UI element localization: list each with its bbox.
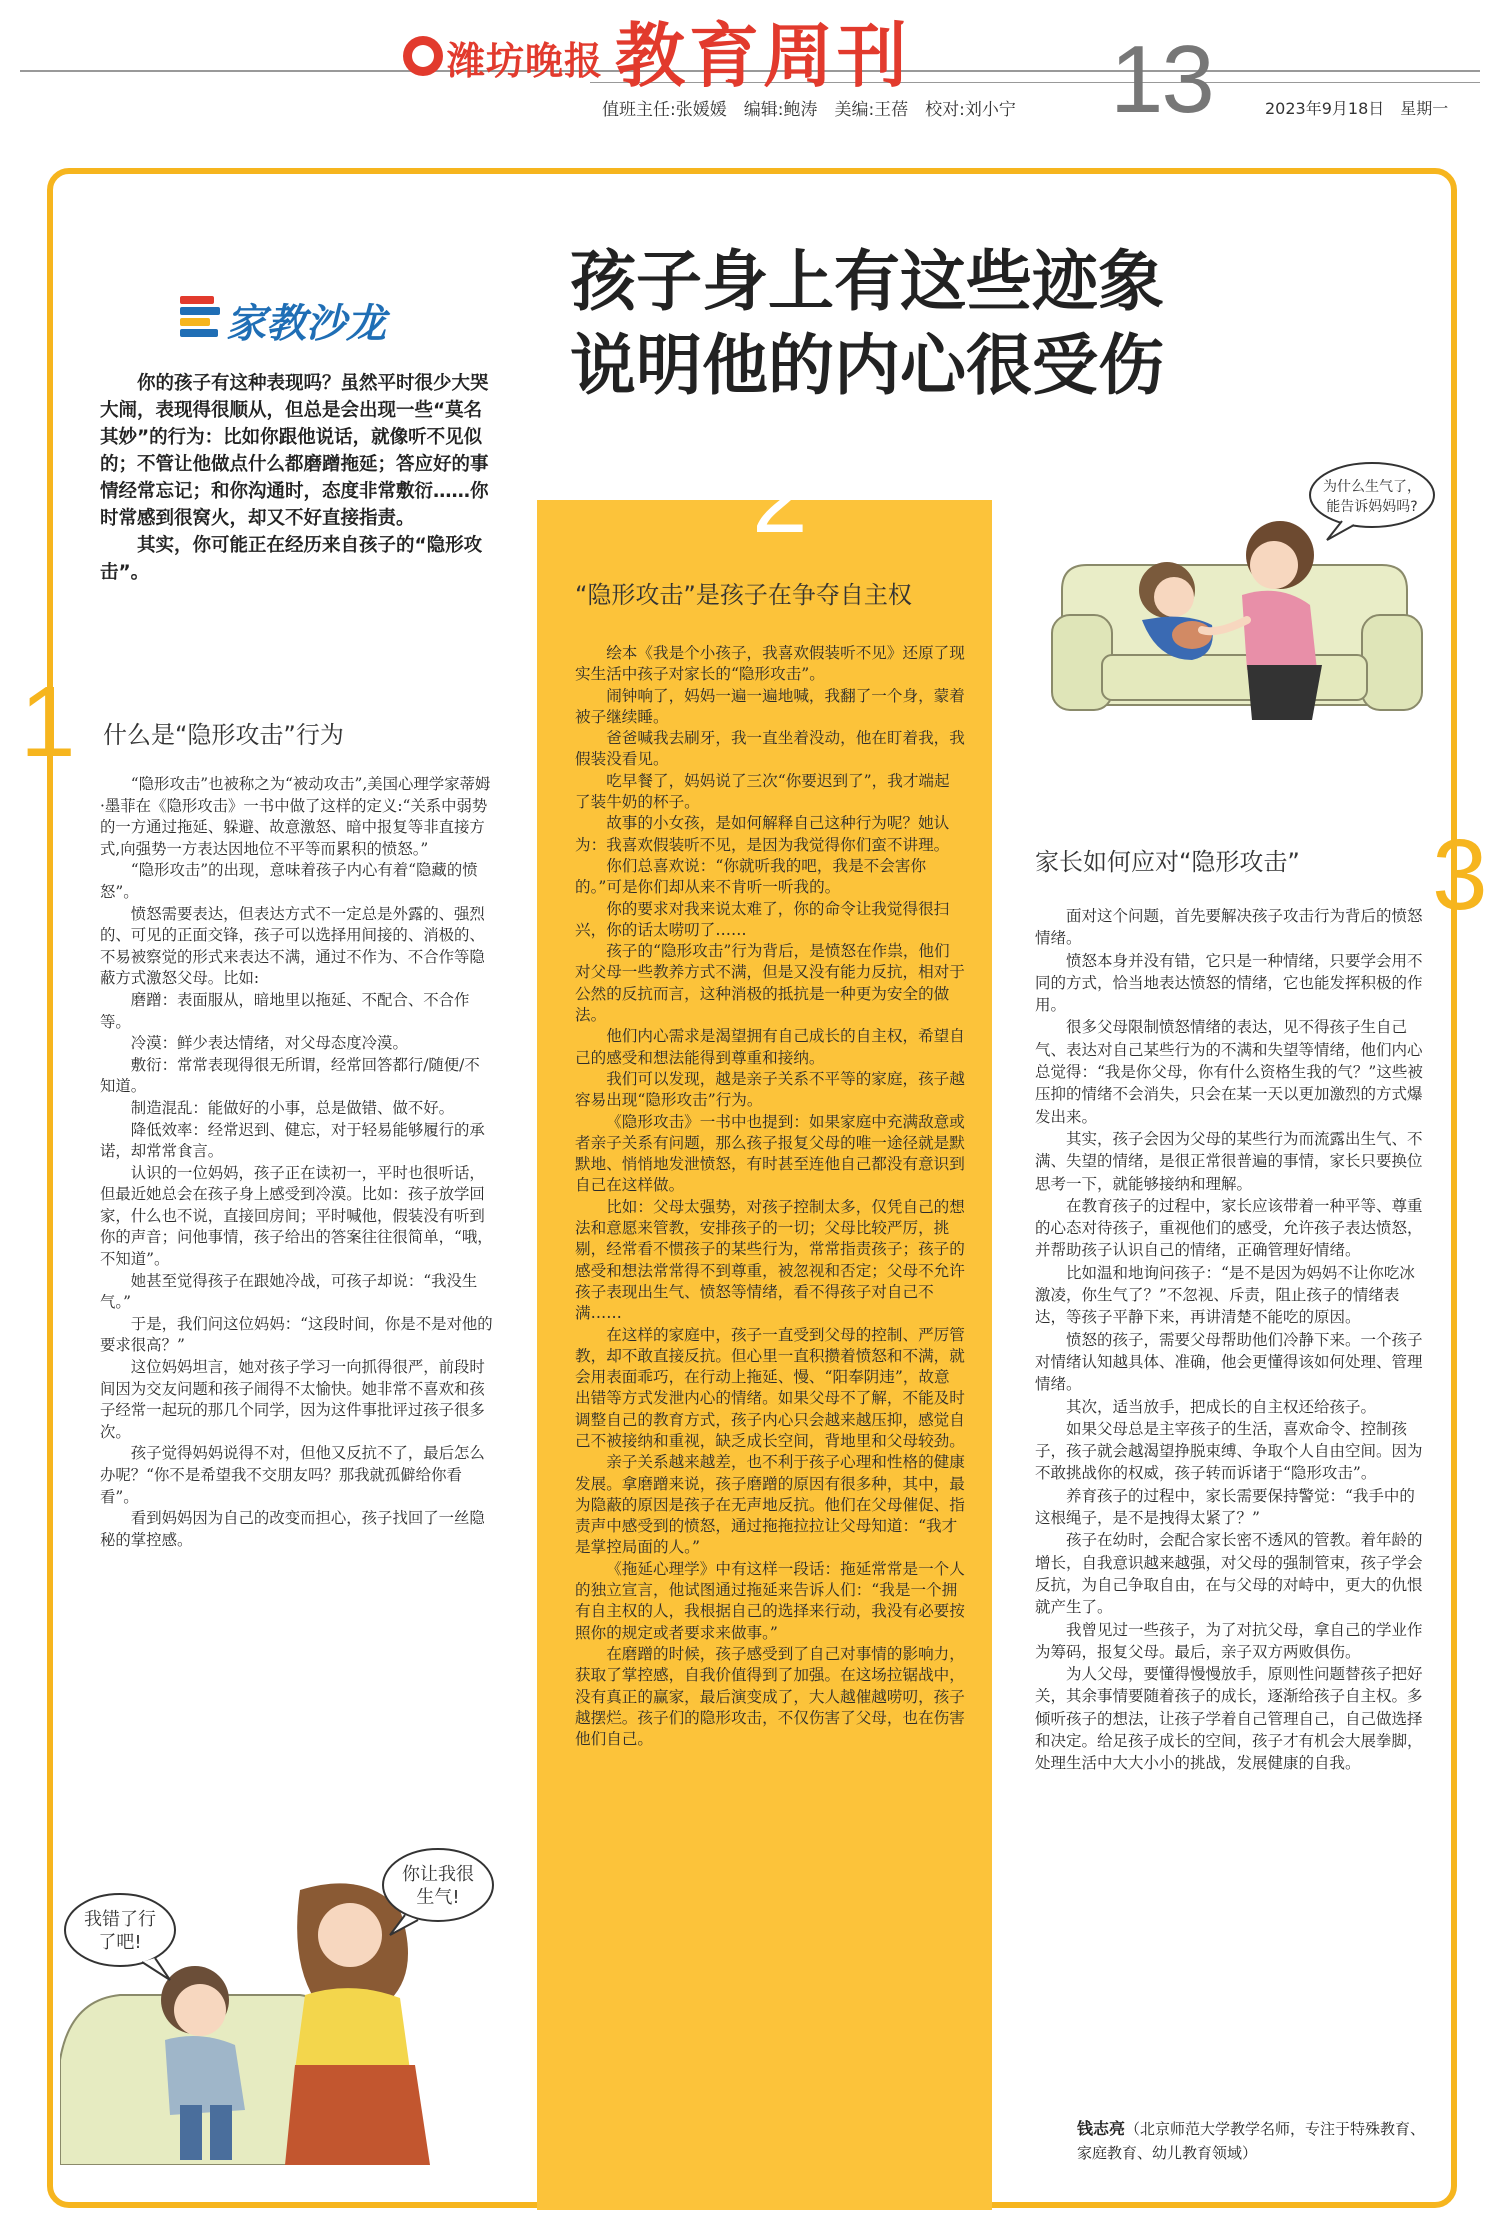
body-paragraph: 吃早餐了，妈妈说了三次“你要迟到了”，我才端起了装牛奶的杯子。 — [575, 771, 950, 812]
body-paragraph: 愤怒的孩子，需要父母帮助他们冷静下来。一个孩子对情绪认知越具体、准确，他会更懂得该如何处理、管理情绪。 — [1035, 1330, 1423, 1394]
section-2-number: 2 — [752, 442, 808, 554]
body-paragraph: 其次，适当放手，把成长的自主权还给孩子。 — [1066, 1397, 1377, 1416]
issue-date: 2023年9月18日 星期一 — [1265, 99, 1449, 118]
body-paragraph: 很多父母限制愤怒情绪的表达，见不得孩子生自己气、表达对自己某些行为的不满和失望等情绪，他们内心总觉得：“我是你父母，你有什么资格生我的气？”这些被压抑的情绪不会消失，只会在某一天以更加激烈的方式爆发出来。 — [1035, 1018, 1423, 1126]
body-paragraph: 我曾见过一些孩子，为了对抗父母，拿自己的学业作为筹码，报复父母。最后，亲子双方两败俱伤。 — [1035, 1620, 1423, 1661]
body-paragraph: 于是，我们问这位妈妈：“这段时间，你是不是对他的要求很高？” — [100, 1314, 493, 1355]
body-paragraph: 比如温和地询问孩子：“是不是因为妈妈不让你吃冰激凌，你生气了？”不忽视、斥责，阻止孩子的情绪表达，等孩子平静下来，再讲清楚不能吃的原因。 — [1035, 1263, 1415, 1327]
newspaper-logo-icon — [403, 36, 443, 76]
intro-paragraph: 你的孩子有这种表现吗？虽然平时很少大哭大闹，表现得很顺从，但总是会出现一些“莫名其妙”的行为：比如你跟他说话，就像听不见似的；不管让他做点什么都磨蹭拖延；答应好的事情经常忘记；和你沟通时，态度非常敷衍……你时常感到很窝火，却又不好直接指责。 — [100, 373, 489, 529]
body-paragraph: 她甚至觉得孩子在跟她冷战，可孩子却说：“我没生气。” — [100, 1271, 478, 1312]
boy-bubble-line-1: 我错了行 — [84, 1909, 156, 1930]
author-byline — [1077, 2117, 1437, 2165]
section-3-body — [1035, 905, 1428, 1775]
intro — [100, 370, 492, 586]
body-paragraph: 养育孩子的过程中，家长需要保持警觉：“我手中的这根绳子，是不是拽得太紧了？” — [1035, 1486, 1415, 1528]
body-paragraph: 在这样的家庭中，孩子一直受到父母的控制、严厉管教，却不敢直接反抗。但心里一直积攒着愤怒和不满，就会用表面乖巧，在行动上拖延、慢、“阳奉阴违”，故意出错等方式发泄内心的情绪。如果父母不了解，不能及时调整自己的教育方式，孩子内心只会越来越压抑，感觉自己不被接纳和重视，缺乏成长空间，背地里和父母较劲。 — [575, 1325, 965, 1450]
section-2-body — [575, 643, 965, 1750]
body-paragraph: 磨蹭：表面服从，暗地里以拖延、不配合、不合作等。 — [100, 990, 470, 1031]
body-paragraph: 愤怒需要表达，但表达方式不一定总是外露的、强烈的、可见的正面交锋，孩子可以选择用间接的、消极的、不易被察觉的形式来表达不满，通过不作为、不合作等隐蔽方式激怒父母。比如: — [100, 904, 485, 988]
body-paragraph: 降低效率：经常迟到、健忘，对于轻易能够履行的承诺，却常常食言。 — [100, 1120, 485, 1161]
staff-line: 值班主任:张媛媛 编辑:鲍涛 美编:王蓓 校对:刘小宁 — [602, 100, 1016, 120]
headline-line-2: 说明他的内心很受伤 — [570, 327, 1164, 404]
newspaper-name: 潍坊晚报 — [447, 39, 604, 83]
section-1-body — [100, 774, 495, 1551]
column-logo — [180, 288, 430, 348]
headline-line-1: 孩子身上有这些迹象 — [570, 243, 1164, 320]
body-paragraph: 面对这个问题，首先要解决孩子攻击行为背后的愤怒情绪。 — [1035, 907, 1423, 948]
boy-bubble-line-2: 了吧! — [98, 1932, 142, 1953]
body-paragraph: 制造混乱：能做好的小事，总是做错、做不好。 — [130, 1098, 455, 1117]
body-paragraph: 闹钟响了，妈妈一遍一遍地喊，我翻了一个身，蒙着被子继续睡。 — [575, 686, 965, 726]
illustration-boy-angry-mother — [60, 1830, 500, 2165]
body-paragraph: 冷漠：鲜少表达情绪，对父母态度冷漠。 — [130, 1034, 408, 1053]
body-paragraph: 其实，孩子会因为父母的某些行为而流露出生气、不满、失望的情绪，是很正常很普遍的事情，家长只要换位思考一下，就能够接纳和理解。 — [1035, 1129, 1423, 1193]
body-paragraph: 孩子觉得妈妈说得不对，但他又反抗不了，最后怎么办呢？“你不是希望我不交朋友吗？那我就孤僻给你看看”。 — [100, 1444, 485, 1506]
section-1-heading: 什么是“隐形攻击”行为 — [103, 721, 344, 749]
masthead — [0, 0, 1500, 133]
body-paragraph: 绘本《我是个小孩子，我喜欢假装听不见》还原了现实生活中孩子对家长的“隐形攻击”。 — [575, 644, 965, 684]
column-logo-text: 家教沙龙 — [226, 301, 386, 347]
body-paragraph: 孩子在幼时，会配合家长密不透风的管教。着年龄的增长，自我意识越来越强，对父母的强制管束，孩子学会反抗，为自己争取自由，在与父母的对峙中，更大的仇恨就产生了。 — [1035, 1531, 1423, 1617]
section-3-number: 3 — [1432, 819, 1488, 931]
author-name: 钱志亮 — [1077, 2119, 1126, 2138]
body-paragraph: 比如：父母太强势，对孩子控制太多，仅凭自己的想法和意愿来管教，安排孩子的一切；父母比较严厉，挑剔，经常看不惯孩子的某些行为，常常指责孩子；孩子的感受和想法常常得不到尊重，被忽视和否定；父母不允许孩子表现出生气、愤怒等情绪，看不得孩子对自己不满…… — [575, 1197, 965, 1323]
body-paragraph: 愤怒本身并没有错，它只是一种情绪，只要学会用不同的方式，恰当地表达愤怒的情绪，它也能发挥积极的作用。 — [1035, 951, 1423, 1015]
body-paragraph: 如果父母总是主宰孩子的生活，喜欢命令、控制孩子，孩子就会越渴望挣脱束缚、争取个人自由空间。因为不敢挑战你的权威，孩子转而诉诸于“隐形攻击”。 — [1035, 1419, 1423, 1483]
bubble-line-1: 为什么生气了， — [1323, 479, 1421, 495]
body-paragraph: “隐形攻击”的出现，意味着孩子内心有着“隐藏的愤怒”。 — [100, 861, 478, 901]
mom-bubble-line-2: 生气! — [416, 1887, 460, 1908]
body-paragraph: 孩子的“隐形攻击”行为背后，是愤怒在作祟，他们对父母一些教养方式不满，但是又没有能力反抗，相对于公然的反抗而言，这种消极的抵抗是一种更为安全的做法。 — [575, 942, 965, 1025]
body-paragraph: 你的要求对我来说太难了，你的命令让我觉得很扫兴，你的话太唠叨了…… — [575, 899, 950, 939]
body-paragraph: 我们可以发现，越是亲子关系不平等的家庭，孩子越容易出现“隐形攻击”行为。 — [575, 1069, 965, 1110]
section-1-number: 1 — [20, 666, 76, 778]
body-paragraph: 爸爸喊我去刷牙，我一直坐着没动，他在盯着我，我假装没看见。 — [575, 729, 965, 769]
body-paragraph: 《隐形攻击》一书中也提到：如果家庭中充满敌意或者亲子关系有问题，那么孩子报复父母的唯一途径就是默默地、悄悄地发泄愤怒，有时甚至连他自己都没有意识到自己在这样做。 — [575, 1112, 965, 1195]
body-paragraph: 亲子关系越来越差，也不利于孩子心理和性格的健康发展。拿磨蹭来说，孩子磨蹭的原因有很多种，其中，最为隐蔽的原因是孩子在无声地反抗。他们在父母催促、指责声中感受到的愤怒，通过拖拖拉拉让父母知道：“我才是掌控局面的人。” — [575, 1453, 965, 1557]
author-bio: （北京师范大学教学名师，专注于特殊教育、家庭教育、幼儿教育领域） — [1077, 2120, 1426, 2162]
body-paragraph: 在教育孩子的过程中，家长应该带着一种平等、尊重的心态对待孩子，重视他们的感受，允许孩子表达愤怒，并帮助孩子认识自己的情绪，正确管理好情绪。 — [1035, 1196, 1423, 1260]
intro-paragraph: 其实，你可能正在经历来自孩子的“隐形攻击”。 — [100, 535, 483, 583]
body-paragraph: 为人父母，要懂得慢慢放手，原则性问题替孩子把好关，其余事情要随着孩子的成长，逐渐给孩子自主权。多倾听孩子的想法，让孩子学着自己管理自己，自己做选择和决定。给足孩子成长的空间，孩子才有机会大展拳脚，处理生活中大大小小的挑战，发展健康的自我。 — [1035, 1665, 1423, 1773]
section-title: 教育周刊 — [615, 15, 911, 97]
mom-bubble-line-1: 你让我很 — [402, 1864, 474, 1885]
book-stack-icon — [180, 296, 220, 338]
body-paragraph: 你们总喜欢说：“你就听我的吧，我是不会害你的。”可是你们却从来不肯听一听我的。 — [575, 856, 927, 897]
body-paragraph: 在磨蹭的时候，孩子感受到了自己对事情的影响力，获取了掌控感，自我价值得到了加强。在这场拉锯战中，没有真正的赢家，最后演变成了，大人越催越唠叨，孩子越摆烂。孩子们的隐形攻击，不仅伤害了父母，也在伤害他们自己。 — [575, 1644, 965, 1749]
bubble-line-2: 能告诉妈妈吗? — [1326, 499, 1418, 515]
section-3-heading: 家长如何应对“隐形攻击” — [1035, 848, 1300, 876]
body-paragraph: 故事的小女孩，是如何解释自己这种行为呢？她认为：我喜欢假装听不见，是因为我觉得你们蛮不讲理。 — [575, 814, 950, 854]
body-paragraph: 他们内心需求是渴望拥有自己成长的自主权，希望自己的感受和想法能得到尊重和接纳。 — [575, 1027, 965, 1067]
body-paragraph: “隐形攻击”也被称之为“被动攻击”,美国心理学家蒂姆·墨菲在《隐形攻击》一书中做了这样的定义:“关系中弱势的一方通过拖延、躲避、故意激怒、暗中报复等非直接方式,向强势一方表达因地位不平等而累积的愤怒。” — [100, 775, 491, 858]
page-number: 13 — [1110, 26, 1213, 133]
body-paragraph: 看到妈妈因为自己的改变而担心，孩子找回了一丝隐秘的掌控感。 — [100, 1509, 485, 1549]
headline — [570, 240, 1330, 408]
body-paragraph: 敷衍：常常表现得很无所谓，经常回答都行/随便/不知道。 — [100, 1055, 480, 1096]
body-paragraph: 《拖延心理学》中有这样一段话：拖延常常是一个人的独立宣言，他试图通过拖延来告诉人们：“我是一个拥有自主权的人，我根据自己的选择来行动，我没有必要按照你的规定或者要求来做事。” — [575, 1559, 965, 1642]
section-2-heading: “隐形攻击”是孩子在争夺自主权 — [575, 581, 912, 609]
illustration-mother-child-sofa — [1042, 455, 1437, 725]
body-paragraph: 认识的一位妈妈，孩子正在读初一，平时也很听话，但最近她总会在孩子身上感受到冷漠。比如：孩子放学回家，什么也不说，直接回房间；平时喊他，假装没有听到你的声音；问他事情，孩子给出的答案往往很简单，“哦，不知道”。 — [100, 1163, 493, 1269]
body-paragraph: 这位妈妈坦言，她对孩子学习一向抓得很严，前段时间因为交友问题和孩子闹得不太愉快。她非常不喜欢和孩子经常一起玩的那几个同学，因为这件事批评过孩子很多次。 — [100, 1358, 485, 1441]
